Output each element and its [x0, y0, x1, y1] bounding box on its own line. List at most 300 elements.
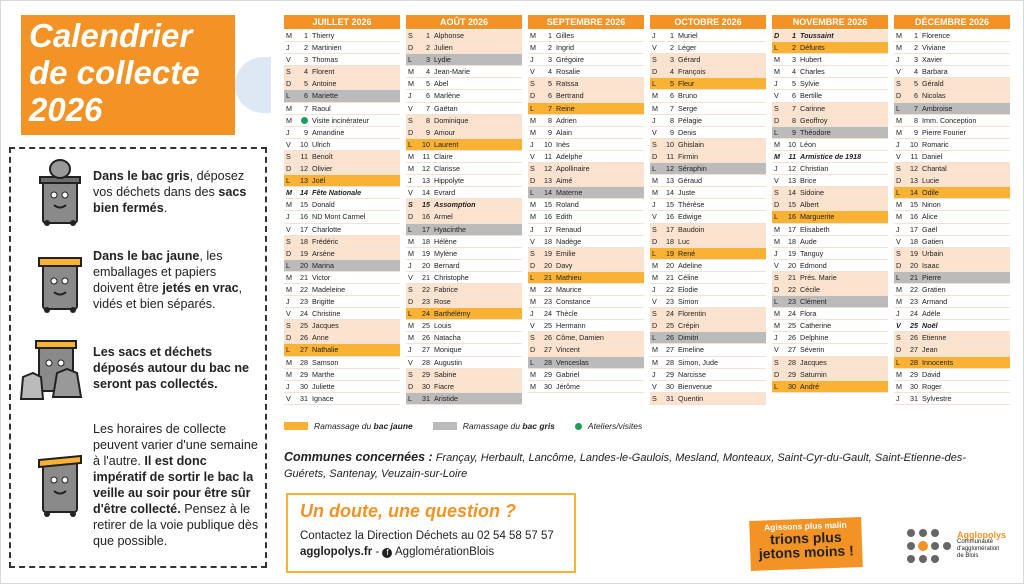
day-number: 12: [666, 164, 674, 174]
saint-name: Armand: [922, 297, 948, 307]
day-number: 18: [666, 236, 674, 246]
title-line-3: 2026: [29, 91, 103, 128]
saint-name: Gaël: [922, 224, 938, 234]
weekday-letter: V: [652, 212, 657, 222]
day-number: 5: [914, 79, 918, 89]
day-row: [650, 163, 766, 175]
weekday-letter: M: [408, 164, 414, 174]
weekday-letter: V: [286, 224, 291, 234]
weekday-letter: L: [530, 103, 534, 113]
day-row: [406, 236, 522, 248]
day-number: 12: [788, 164, 796, 174]
title-line-1: Calendrier: [29, 17, 193, 54]
day-number: 13: [300, 176, 308, 186]
weekday-letter: L: [408, 224, 412, 234]
day-number: 1: [914, 31, 918, 40]
day-row: [772, 272, 888, 284]
saint-name: Apollinaire: [556, 164, 590, 174]
day-row: [528, 320, 644, 332]
saint-name: Hippolyte: [434, 176, 464, 186]
day-number: 18: [910, 236, 918, 246]
weekday-letter: M: [408, 67, 414, 77]
saint-name: Pierre Fourier: [922, 127, 966, 137]
weekday-letter: S: [286, 151, 291, 161]
weekday-letter: D: [896, 260, 902, 270]
day-row: [894, 344, 1010, 356]
weekday-letter: M: [652, 103, 658, 113]
day-row: [894, 187, 1010, 199]
weekday-letter: S: [774, 357, 779, 367]
day-number: 29: [788, 369, 796, 379]
day-row: [650, 296, 766, 308]
question-title: Un doute, une question ?: [300, 501, 516, 521]
saint-name: Assomption: [434, 200, 476, 210]
day-number: 19: [422, 248, 430, 258]
day-number: 15: [422, 200, 430, 210]
weekday-letter: M: [408, 151, 414, 161]
day-number: 30: [788, 381, 796, 391]
legend-grey: Ramassage du bac gris: [433, 421, 555, 431]
day-number: 27: [422, 345, 430, 355]
day-row: [406, 66, 522, 78]
day-row: [284, 175, 400, 187]
weekday-letter: L: [286, 345, 290, 355]
day-row: [894, 127, 1010, 139]
saint-name: Ambroise: [922, 103, 953, 113]
day-number: 7: [670, 103, 674, 113]
day-number: 1: [548, 31, 552, 40]
weekday-letter: M: [286, 103, 292, 113]
day-row: [528, 66, 644, 78]
saint-name: Madeleine: [312, 284, 346, 294]
bags-info: [17, 333, 259, 403]
saint-name: Elisabeth: [800, 224, 830, 234]
saint-name: Emeline: [678, 345, 704, 355]
day-number: 9: [792, 127, 796, 137]
day-number: 12: [544, 164, 552, 174]
day-row: [284, 260, 400, 272]
day-number: 9: [670, 127, 674, 137]
day-row: [284, 199, 400, 211]
day-number: 17: [422, 224, 430, 234]
saint-name: Catherine: [800, 321, 832, 331]
day-row: [650, 30, 766, 42]
weekday-letter: D: [530, 91, 536, 101]
day-row: [284, 236, 400, 248]
day-number: 26: [300, 333, 308, 343]
weekday-letter: D: [408, 127, 414, 137]
saint-name: Sylvie: [800, 79, 820, 89]
weekday-letter: M: [774, 67, 780, 77]
day-row: [284, 54, 400, 66]
day-row: [772, 90, 888, 102]
day-row: [406, 381, 522, 393]
weekday-letter: L: [652, 79, 656, 89]
day-row: [406, 139, 522, 151]
saint-name: Frédéric: [312, 236, 339, 246]
saint-name: Narcisse: [678, 369, 706, 379]
saint-name: Rosalie: [556, 67, 580, 77]
day-number: 18: [788, 236, 796, 246]
day-number: 16: [422, 212, 430, 222]
day-number: 5: [548, 79, 552, 89]
weekday-letter: J: [652, 284, 656, 294]
weekday-letter: M: [286, 188, 292, 198]
day-number: 31: [666, 393, 674, 403]
day-number: 30: [544, 381, 552, 391]
day-number: 8: [792, 115, 796, 125]
slogan-badge: Agissons plus malin trions plus jetons moins !: [749, 517, 863, 571]
saint-name: Baudoin: [678, 224, 705, 234]
day-number: 10: [422, 139, 430, 149]
weekday-letter: L: [896, 272, 900, 282]
weekday-letter: L: [408, 393, 412, 403]
day-row: [650, 115, 766, 127]
day-row: [650, 224, 766, 236]
day-row: [406, 54, 522, 66]
month-column: [772, 15, 888, 405]
weekday-letter: M: [774, 139, 780, 149]
saint-name: Etienne: [922, 333, 947, 343]
day-row: [406, 272, 522, 284]
day-number: 5: [670, 79, 674, 89]
grey-bin-info: [17, 157, 259, 227]
weekday-letter: V: [652, 297, 657, 307]
day-number: 12: [910, 164, 918, 174]
day-number: 29: [544, 369, 552, 379]
day-row: [284, 187, 400, 199]
weekday-letter: S: [896, 333, 901, 343]
day-row: [528, 90, 644, 102]
day-number: 26: [666, 333, 674, 343]
day-number: 6: [792, 91, 796, 101]
day-number: 13: [910, 176, 918, 186]
calendar-grid: [284, 15, 1016, 405]
day-number: 8: [914, 115, 918, 125]
day-row: [528, 103, 644, 115]
day-row: [772, 248, 888, 260]
day-number: 24: [910, 309, 918, 319]
day-number: 14: [300, 188, 308, 198]
day-number: 24: [300, 309, 308, 319]
weekday-letter: D: [530, 260, 536, 270]
day-row: [894, 320, 1010, 332]
day-number: 4: [548, 67, 552, 77]
day-row: [406, 308, 522, 320]
saint-name: Ignace: [312, 393, 334, 403]
saint-name: Juliette: [312, 381, 335, 391]
saint-name: Edmond: [800, 260, 827, 270]
day-number: 25: [300, 321, 308, 331]
day-row: [650, 199, 766, 211]
day-number: 14: [788, 188, 796, 198]
day-number: 2: [304, 43, 308, 53]
day-number: 16: [666, 212, 674, 222]
saint-name: Lydie: [434, 55, 451, 65]
saint-name: Aristide: [434, 393, 458, 403]
saint-name: Serge: [678, 103, 698, 113]
day-row: [894, 357, 1010, 369]
day-number: 28: [910, 357, 918, 367]
weekday-letter: D: [652, 67, 658, 77]
day-number: 8: [426, 115, 430, 125]
weekday-letter: J: [286, 127, 290, 137]
day-number: 15: [910, 200, 918, 210]
saint-name: Alain: [556, 127, 572, 137]
saint-name: Fiacre: [434, 381, 454, 391]
day-row: [772, 78, 888, 90]
day-row: [650, 103, 766, 115]
weekday-letter: M: [896, 297, 902, 307]
day-row: [406, 127, 522, 139]
saint-name: Bienvenue: [678, 381, 712, 391]
day-number: 3: [548, 55, 552, 65]
day-number: 29: [910, 369, 918, 379]
weekday-letter: J: [652, 369, 656, 379]
saint-name: Florence: [922, 31, 950, 40]
day-number: 10: [666, 139, 674, 149]
day-number: 13: [544, 176, 552, 186]
day-row: [894, 248, 1010, 260]
day-row: [528, 139, 644, 151]
weekday-letter: S: [286, 67, 291, 77]
saint-name: Christian: [800, 164, 829, 174]
day-row: [528, 332, 644, 344]
day-row: [772, 320, 888, 332]
day-number: 17: [910, 224, 918, 234]
day-row: [650, 211, 766, 223]
day-number: 9: [548, 127, 552, 137]
weekday-letter: D: [286, 79, 292, 89]
weekday-letter: D: [408, 297, 414, 307]
saint-name: Sylvestre: [922, 393, 952, 403]
day-number: 15: [544, 200, 552, 210]
yellow-swatch: [284, 422, 308, 430]
day-number: 31: [300, 393, 308, 403]
weekday-letter: M: [896, 212, 902, 222]
weekday-letter: M: [408, 236, 414, 246]
weekday-letter: J: [408, 345, 412, 355]
question-contact: Contactez la Direction Déchets au 02 54 58 57 57: [300, 530, 554, 542]
day-row: [406, 357, 522, 369]
day-row: [284, 78, 400, 90]
day-number: 7: [548, 103, 552, 113]
schedule-text: Les horaires de collecte peuvent varier d'une semaine à l'autre. Il est donc impératif de sortir le bac la veille au soir pour être sûr d'être collecté. Pensez à le retirer de la voie publique dès que possible.: [93, 422, 259, 548]
day-row: [528, 30, 644, 42]
day-row: [528, 187, 644, 199]
saint-name: Constance: [556, 297, 591, 307]
day-number: 25: [788, 321, 796, 331]
day-row: [650, 260, 766, 272]
weekday-letter: D: [530, 176, 536, 186]
day-number: 2: [792, 43, 796, 53]
title-line-2: de collecte: [29, 54, 200, 91]
weekday-letter: M: [530, 43, 536, 53]
day-row: [284, 332, 400, 344]
saint-name: Venceslas: [556, 357, 589, 367]
day-number: 17: [788, 224, 796, 234]
weekday-letter: M: [652, 176, 658, 186]
day-number: 10: [910, 139, 918, 149]
day-number: 8: [670, 115, 674, 125]
saint-name: Florent: [312, 67, 335, 77]
day-row: [650, 90, 766, 102]
day-number: 21: [910, 272, 918, 282]
weekday-letter: M: [408, 321, 414, 331]
day-row: [528, 54, 644, 66]
facebook-icon: f: [382, 548, 392, 558]
saint-name: Materne: [556, 188, 583, 198]
saint-name: Juste: [678, 188, 696, 198]
day-number: 26: [422, 333, 430, 343]
saint-name: Muriel: [678, 31, 698, 40]
weekday-letter: D: [408, 381, 414, 391]
day-row: [650, 320, 766, 332]
facebook-link[interactable]: AgglomérationBlois: [395, 546, 495, 558]
saint-name: Amour: [434, 127, 456, 137]
saint-name: Martinien: [312, 43, 342, 53]
day-row: [284, 320, 400, 332]
day-number: 9: [914, 127, 918, 137]
weekday-letter: D: [896, 176, 902, 186]
day-number: 1: [792, 31, 796, 40]
day-number: 14: [422, 188, 430, 198]
day-row: [894, 224, 1010, 236]
day-row: [772, 175, 888, 187]
saint-name: Augustin: [434, 357, 462, 367]
weekday-letter: D: [286, 333, 292, 343]
day-row: [284, 272, 400, 284]
saint-name: Marlène: [434, 91, 460, 101]
weekday-letter: J: [530, 224, 534, 234]
day-row: [284, 211, 400, 223]
saint-name: Julien: [434, 43, 453, 53]
day-number: 28: [422, 357, 430, 367]
day-row: [772, 224, 888, 236]
saint-name: Amandine: [312, 127, 345, 137]
month-column: [650, 15, 766, 405]
day-row: [406, 296, 522, 308]
day-row: [772, 115, 888, 127]
day-row: [650, 381, 766, 393]
day-row: [284, 308, 400, 320]
weekday-letter: L: [286, 260, 290, 270]
day-number: 30: [422, 381, 430, 391]
day-row: [528, 344, 644, 356]
weekday-letter: J: [896, 393, 900, 403]
saint-name: Grégoire: [556, 55, 584, 65]
weekday-letter: M: [530, 31, 536, 40]
day-row: [284, 296, 400, 308]
weekday-letter: S: [896, 164, 901, 174]
saint-name: Gilles: [556, 31, 574, 40]
bags-text: Les sacs et déchets déposés autour du bac ne seront pas collectés.: [93, 345, 250, 391]
weekday-letter: M: [774, 236, 780, 246]
weekday-letter: L: [774, 381, 778, 391]
day-row: [772, 103, 888, 115]
weekday-letter: M: [652, 345, 658, 355]
website-link[interactable]: agglopolys.fr: [300, 546, 373, 558]
day-number: 10: [300, 139, 308, 149]
day-row: [406, 320, 522, 332]
weekday-letter: D: [774, 284, 780, 294]
day-number: 3: [670, 55, 674, 65]
weekday-letter: M: [896, 31, 902, 40]
day-number: 25: [666, 321, 674, 331]
day-row: [528, 236, 644, 248]
day-row: [406, 260, 522, 272]
month-column: [528, 15, 644, 405]
day-row: [894, 66, 1010, 78]
day-number: 18: [300, 236, 308, 246]
month-header: JUILLET 2026: [284, 15, 400, 29]
day-row: [650, 127, 766, 139]
day-number: 26: [910, 333, 918, 343]
day-number: 11: [666, 151, 674, 161]
weekday-letter: L: [774, 43, 778, 53]
day-row: [406, 175, 522, 187]
day-row: [528, 272, 644, 284]
day-number: 13: [666, 176, 674, 186]
day-number: 20: [910, 260, 918, 270]
weekday-letter: J: [408, 91, 412, 101]
day-row: [772, 187, 888, 199]
day-row: [284, 42, 400, 54]
weekday-letter: D: [774, 369, 780, 379]
month-header: OCTOBRE 2026: [650, 15, 766, 29]
weekday-letter: M: [652, 91, 658, 101]
weekday-letter: S: [774, 272, 779, 282]
saint-name: Thomas: [312, 55, 338, 65]
day-number: 20: [300, 260, 308, 270]
day-row: [284, 393, 400, 405]
weekday-letter: S: [652, 139, 657, 149]
saint-name: Alphonse: [434, 31, 464, 40]
day-row: [650, 284, 766, 296]
day-number: 30: [910, 381, 918, 391]
day-number: 22: [422, 284, 430, 294]
saint-name: Evrard: [434, 188, 456, 198]
saint-name: Défunts: [800, 43, 825, 53]
cloud-decoration: [235, 57, 271, 113]
day-row: [772, 308, 888, 320]
day-number: 3: [792, 55, 796, 65]
day-number: 4: [792, 67, 796, 77]
day-number: 10: [544, 139, 552, 149]
day-number: 8: [548, 115, 552, 125]
weekday-letter: D: [408, 212, 414, 222]
day-number: 17: [544, 224, 552, 234]
day-number: [298, 115, 312, 126]
day-row: [772, 66, 888, 78]
day-number: 16: [544, 212, 552, 222]
saint-name: Adrien: [556, 115, 577, 125]
saint-name: Tanguy: [800, 248, 824, 258]
day-row: [650, 236, 766, 248]
day-number: 3: [426, 55, 430, 65]
day-number: 30: [300, 381, 308, 391]
saint-name: Simon: [678, 297, 699, 307]
saint-name: Thierry: [312, 31, 335, 40]
day-number: 19: [300, 248, 308, 258]
day-row: [894, 30, 1010, 42]
saint-name: Nadège: [556, 236, 582, 246]
weekday-letter: D: [774, 115, 780, 125]
saint-name: Louis: [434, 321, 452, 331]
weekday-letter: J: [652, 31, 656, 40]
saint-name: Florentin: [678, 309, 706, 319]
saint-name: Nicolas: [922, 91, 946, 101]
